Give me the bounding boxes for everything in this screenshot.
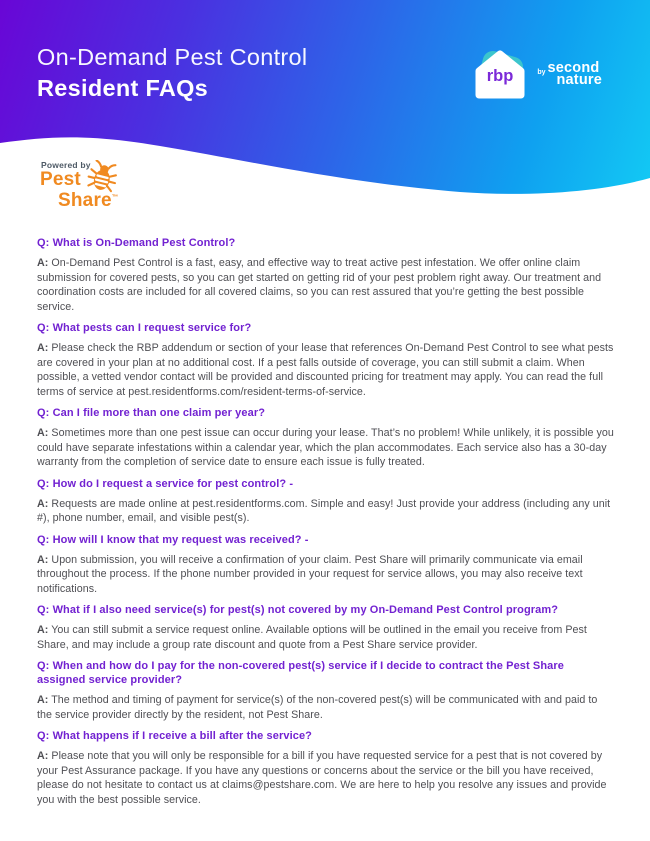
answer-prefix: A: xyxy=(37,694,49,706)
page-title xyxy=(37,42,307,104)
answer-prefix: A: xyxy=(37,553,49,566)
second-nature-wordmark xyxy=(537,59,602,88)
answer-text: Please check the RBP addendum or section of your lease that references On-Demand Pest Control to see what pests are covered in your plan at no additional cost. If a pest falls outside of coverage, you can still submit a claim. When possible, a vetted vendor contact will be provided and discounted pricing for treatment may apply. You can read the full terms of service at pest.residentforms.com/resident-terms-of-service. xyxy=(37,342,614,398)
beetle-icon xyxy=(87,160,118,194)
answer-text: Please note that you will only be responsible for a bill if you have requested service for a pest that is not covered by your Pest Assurance package. If you have any questions or concerns about the service or the bill you have received, please do not hesitate to contact us at claims@pestshare.com. We are here to help you resolve any issues and provide you with the best possible service. xyxy=(37,750,607,806)
faq-item xyxy=(37,321,614,399)
faq-answer xyxy=(37,553,614,597)
faq-content xyxy=(0,210,650,814)
answer-prefix: A: xyxy=(37,257,49,269)
rbp-second-nature-logo xyxy=(472,46,602,102)
rbp-monogram: rbp xyxy=(487,67,514,85)
pest-share-wordmark-line2: Share™ xyxy=(58,190,119,211)
faq-question: Q: What is On-Demand Pest Control? xyxy=(37,237,236,249)
second-nature-line1: second xyxy=(547,59,600,76)
answer-prefix: A: xyxy=(37,624,49,636)
faq-question: Q: What happens if I receive a bill after the service? xyxy=(37,730,312,742)
answer-text: Upon submission, you will receive a confirmation of your claim. Pest Share will primarily communicate via email throughout the process. If the phone number provided in your request for service allows, you may also receive text notifications. xyxy=(37,553,583,595)
faq-question: Q: What if I also need service(s) for pest(s) not covered by my On-Demand Pest Control program? xyxy=(37,604,559,616)
answer-prefix: A: xyxy=(37,427,49,439)
answer-prefix: A: xyxy=(37,342,49,354)
faq-item xyxy=(37,533,614,597)
faq-answer xyxy=(37,497,614,526)
answer-text: Requests are made online at pest.residentforms.com. Simple and easy! Just provide your address (including any unit #), phone number, email, and visible pest(s). xyxy=(37,497,611,524)
rbp-house-icon xyxy=(472,46,528,102)
faq-question: Q: When and how do I pay for the non-covered pest(s) service if I decide to contract the Pest Share assigned service provider? xyxy=(37,660,564,686)
answer-prefix: A: xyxy=(37,750,49,762)
faq-answer xyxy=(37,749,614,807)
page-title-line1: On-Demand Pest Control xyxy=(37,44,308,70)
trademark-symbol: ™ xyxy=(111,194,119,201)
faq-question: Q: What pests can I request service for? xyxy=(37,322,252,334)
faq-question: Q: Can I file more than one claim per year? xyxy=(37,407,266,419)
faq-item xyxy=(37,406,614,470)
faq-item xyxy=(37,477,614,526)
faq-item xyxy=(37,236,614,314)
second-nature-line2: nature xyxy=(556,72,602,88)
faq-question: Q: How do I request a service for pest control? - xyxy=(37,477,294,490)
by-label: by xyxy=(537,68,546,76)
page-title-line2: Resident FAQs xyxy=(37,75,209,101)
answer-text: You can still submit a service request online. Available options will be outlined in the email you receive from Pest Share, and may include a group rate discount and quote from a Pest Share service provider. xyxy=(37,624,587,651)
faq-answer xyxy=(37,341,614,399)
powered-by-label: Powered by xyxy=(41,160,91,170)
faq-item xyxy=(37,729,614,807)
faq-answer xyxy=(37,693,614,722)
pest-share-logo xyxy=(40,160,150,215)
answer-text: On-Demand Pest Control is a fast, easy, and effective way to treat active pest infestation. We offer online claim submission for covered pests, so you can get started on getting rid of your pest problem right away. Our treatment and coordination costs are included for all covered claims, so you can rest assured that you’re getting the best possible service. xyxy=(37,257,602,313)
answer-text: The method and timing of payment for service(s) of the non-covered pest(s) will be communicated with and paid to the service provider directly by the resident, not Pest Share. xyxy=(37,694,598,721)
answer-text: Sometimes more than one pest issue can occur during your lease. That’s no problem! While unlikely, it is possible you could have separate infestations within a calendar year, which the plan accommodates. Each service also has a 30-day warranty from the completion of service date to ensure each issue is fully treated. xyxy=(37,427,614,468)
pest-share-wordmark-line1: Pest xyxy=(40,169,81,190)
faq-answer xyxy=(37,256,614,314)
faq-answer xyxy=(37,426,614,470)
faq-item xyxy=(37,659,614,722)
faq-question: Q: How will I know that my request was received? - xyxy=(37,533,309,546)
faq-answer xyxy=(37,623,614,652)
answer-prefix: A: xyxy=(37,497,49,510)
faq-item xyxy=(37,603,614,652)
